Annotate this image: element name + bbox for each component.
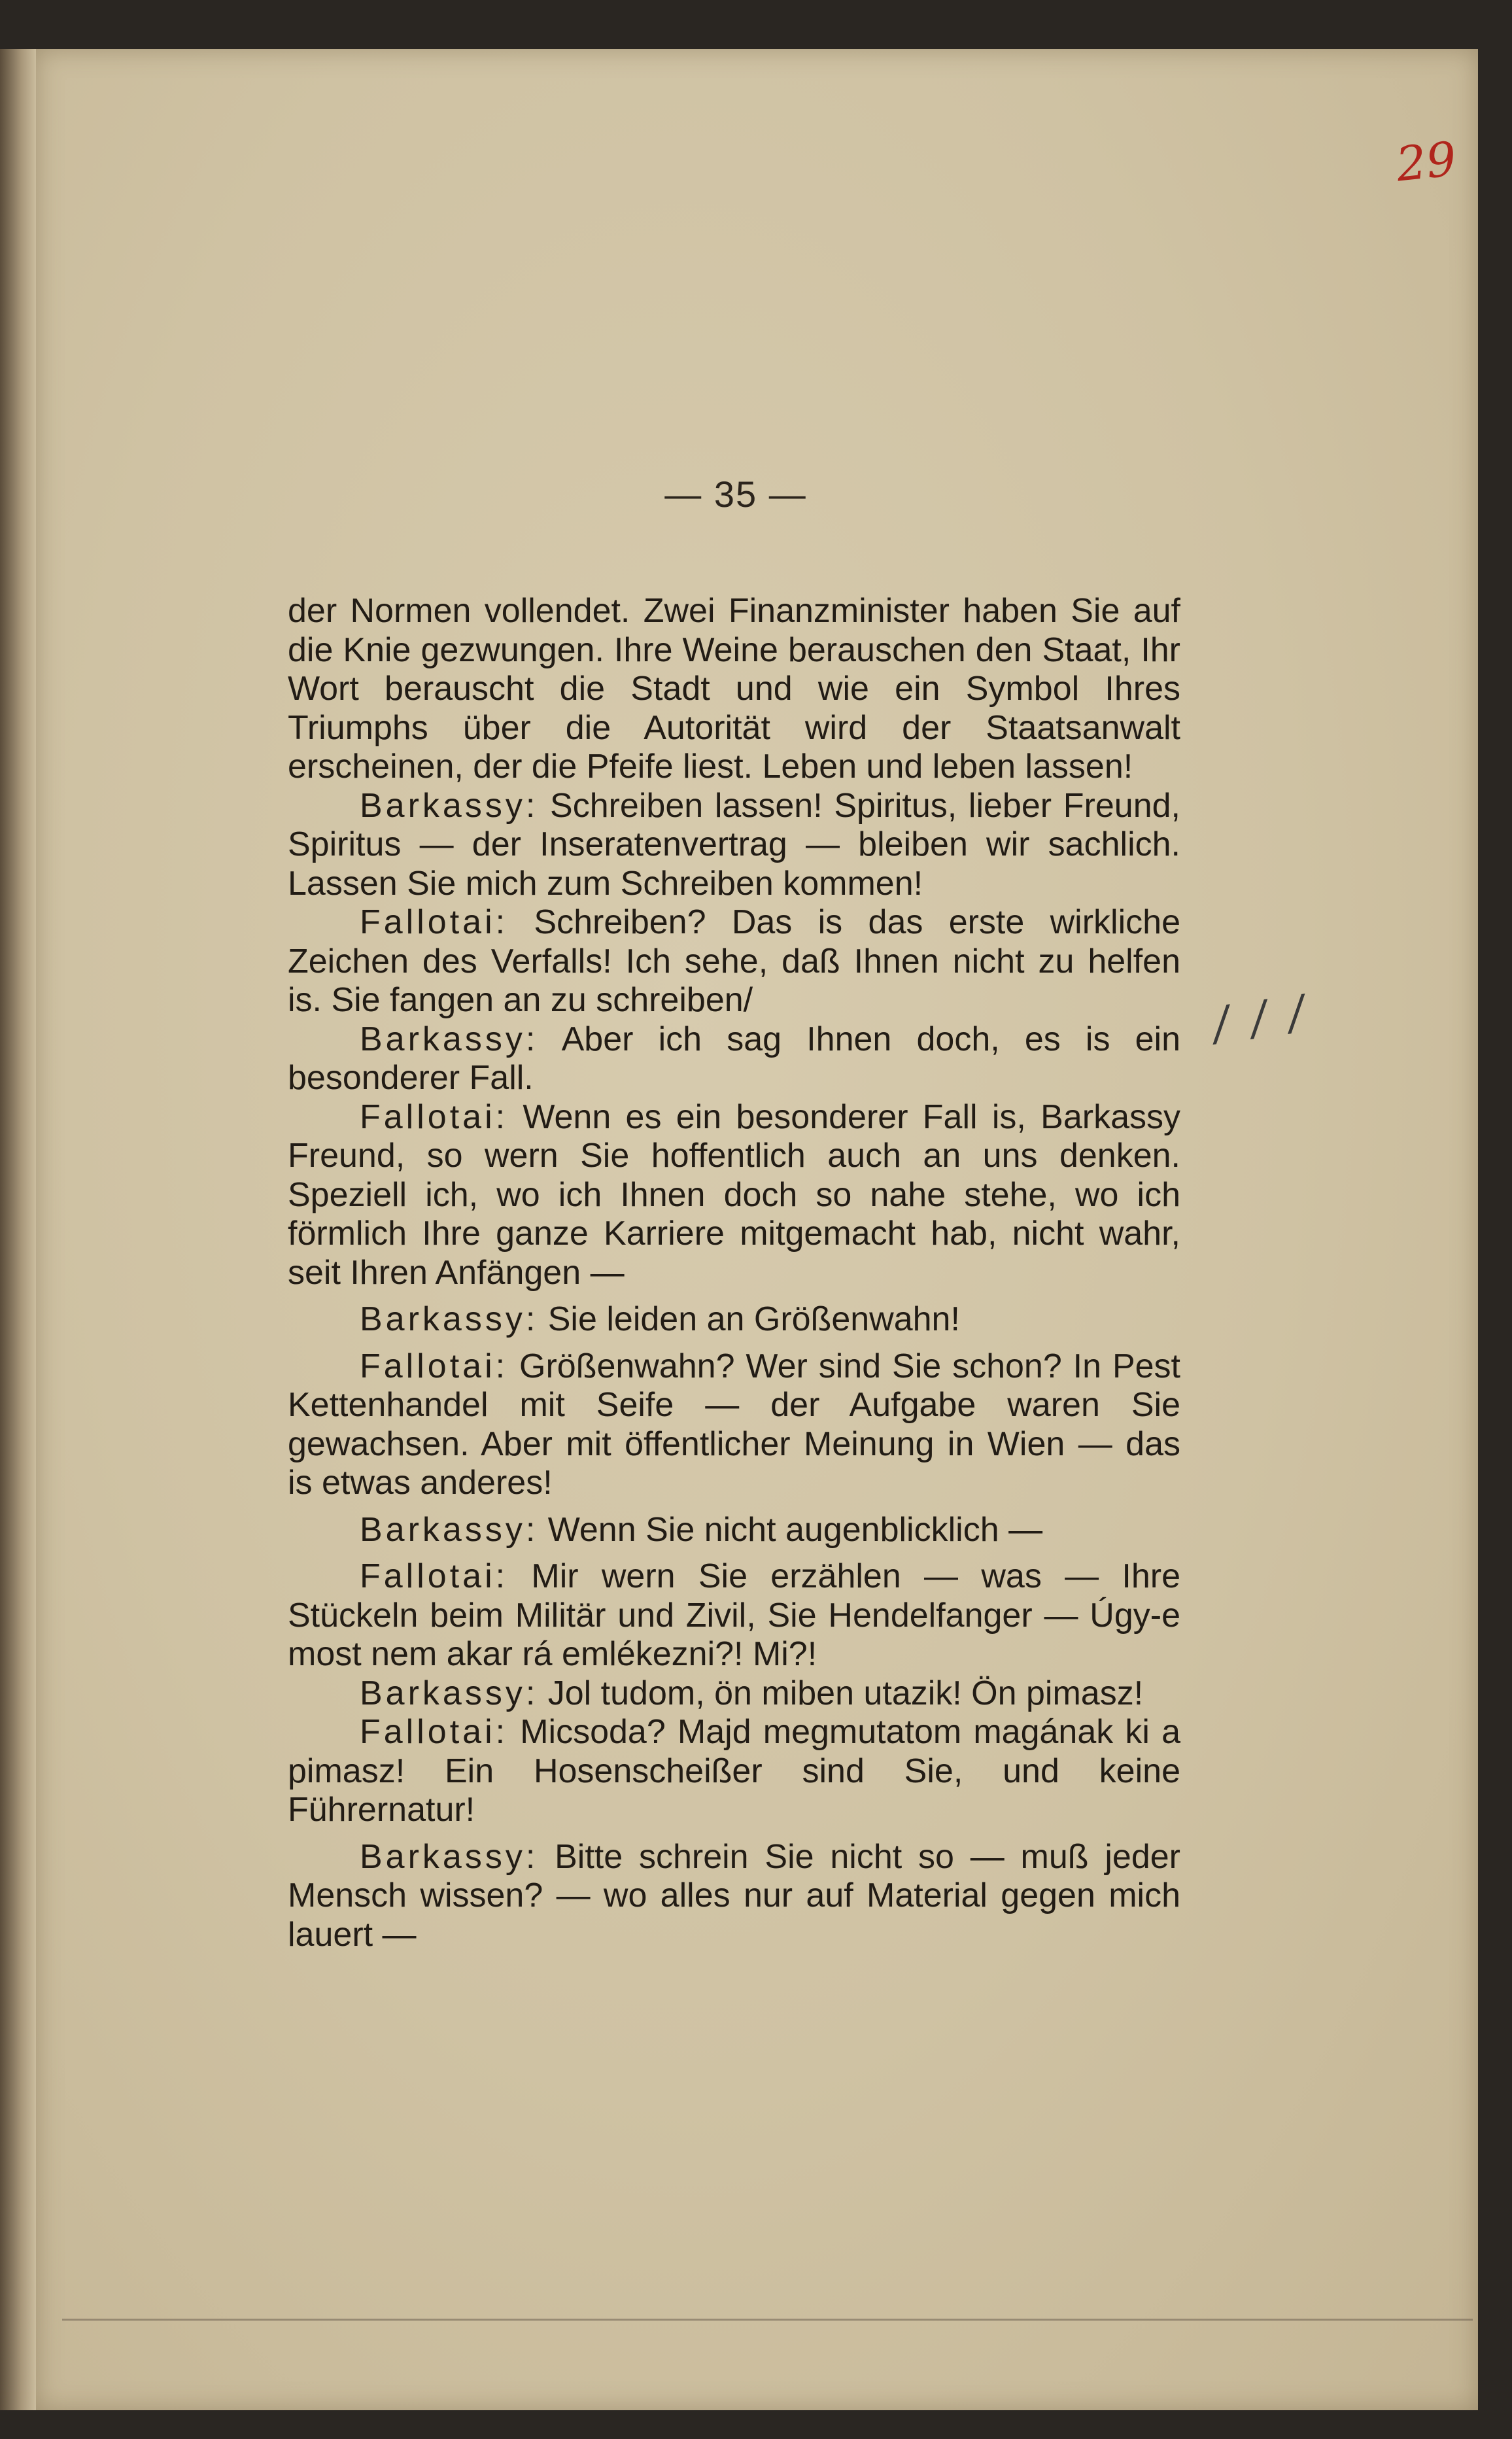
dialogue-paragraph [288,1674,1180,1714]
speaker-name: Fallotai: [360,1347,509,1385]
dialogue-paragraph [288,1838,1180,1955]
dialogue-text: Mir wern Sie erzählen — was — Ihre Stückeln beim Militär und Zivil, Sie Hendelfanger — Úgy-e most nem akar rá emlékezni?! Mi?! [288,1557,1180,1673]
dialogue-text: Aber ich sag Ihnen doch, es is ein besonderer Fall. [288,1020,1181,1097]
dialogue-paragraph [288,1098,1180,1293]
dialogue-text: Wenn es ein besonderer Fall is, Barkassy Freund, so wern Sie hoffentlich auch an uns denken. Speziell ich, wo ich Ihnen doch so nahe stehe, wo ich förmlich Ihre ganze Karriere mitgemacht hab, nicht wahr, seit Ihren Anfängen — [288,1098,1180,1292]
dialogue-text: Bitte schrein Sie nicht so — muß jeder Mensch wissen? — wo alles nur auf Material gegen mich lauert — [288,1837,1180,1954]
speaker-name: Barkassy: [360,1300,539,1338]
dialogue-paragraph [288,903,1180,1020]
dialogue-paragraph [288,1300,1180,1340]
handwritten-folio-number: 29 [1393,131,1459,192]
paragraph [288,592,1180,787]
speaker-name: Fallotai: [360,1098,509,1136]
dialogue-paragraph [288,1347,1180,1503]
dialogue-paragraph [288,1713,1180,1830]
page-number: — 35 — [664,474,807,515]
paragraph-text: der Normen vollendet. Zwei Finanzminister haben Sie auf die Knie gezwungen. Ihre Weine berauschen den Staat, Ihr Wort berauscht die Stadt und wie ein Symbol Ihres Triumphs über die Autorität wird der Staatsanwalt erscheinen, der die Pfeife liest. Leben und leben lassen! [288,592,1180,786]
book-page [36,49,1478,2410]
speaker-name: Barkassy: [360,1510,539,1549]
dialogue-text: Größenwahn? Wer sind Sie schon? In Pest Kettenhandel mit Seife — der Aufgabe waren Sie gewachsen. Aber mit öffentlicher Meinung in Wien — das is etwas anderes! [288,1347,1180,1502]
book-spine [0,49,36,2410]
speaker-name: Barkassy: [360,1674,539,1712]
dialogue-text: Wenn Sie nicht augenblicklich — [547,1510,1043,1549]
speaker-name: Barkassy: [360,1020,539,1058]
dialogue-paragraph [288,1511,1180,1550]
dialogue-text: Schreiben? Das is das erste wirkliche Zeichen des Verfalls! Ich sehe, daß Ihnen nicht zu helfen is. Sie fangen an zu schreiben/ [288,903,1180,1019]
body-text [288,592,1180,1954]
dialogue-paragraph [288,1557,1180,1674]
dialogue-text: Micsoda? Majd megmutatom magának ki a pimasz! Ein Hosenscheißer sind Sie, und keine Führernatur! [288,1713,1180,1829]
dialogue-text: Schreiben lassen! Spiritus, lieber Freund, Spiritus — der Inseratenvertrag — bleiben wir sachlich. Lassen Sie mich zum Schreiben kommen! [288,786,1180,903]
speaker-name: Fallotai: [360,1557,509,1595]
speaker-name: Fallotai: [360,903,509,941]
dialogue-paragraph [288,787,1180,904]
handwritten-margin-mark: / / / [1210,984,1312,1051]
speaker-name: Fallotai: [360,1713,509,1751]
speaker-name: Barkassy: [360,786,539,825]
dialogue-paragraph [288,1020,1180,1098]
page-edge-rule [62,2319,1473,2321]
dialogue-text: Sie leiden an Größenwahn! [547,1300,960,1338]
dialogue-text: Jol tudom, ön miben utazik! Ön pimasz! [547,1674,1144,1712]
speaker-name: Barkassy: [360,1837,539,1876]
